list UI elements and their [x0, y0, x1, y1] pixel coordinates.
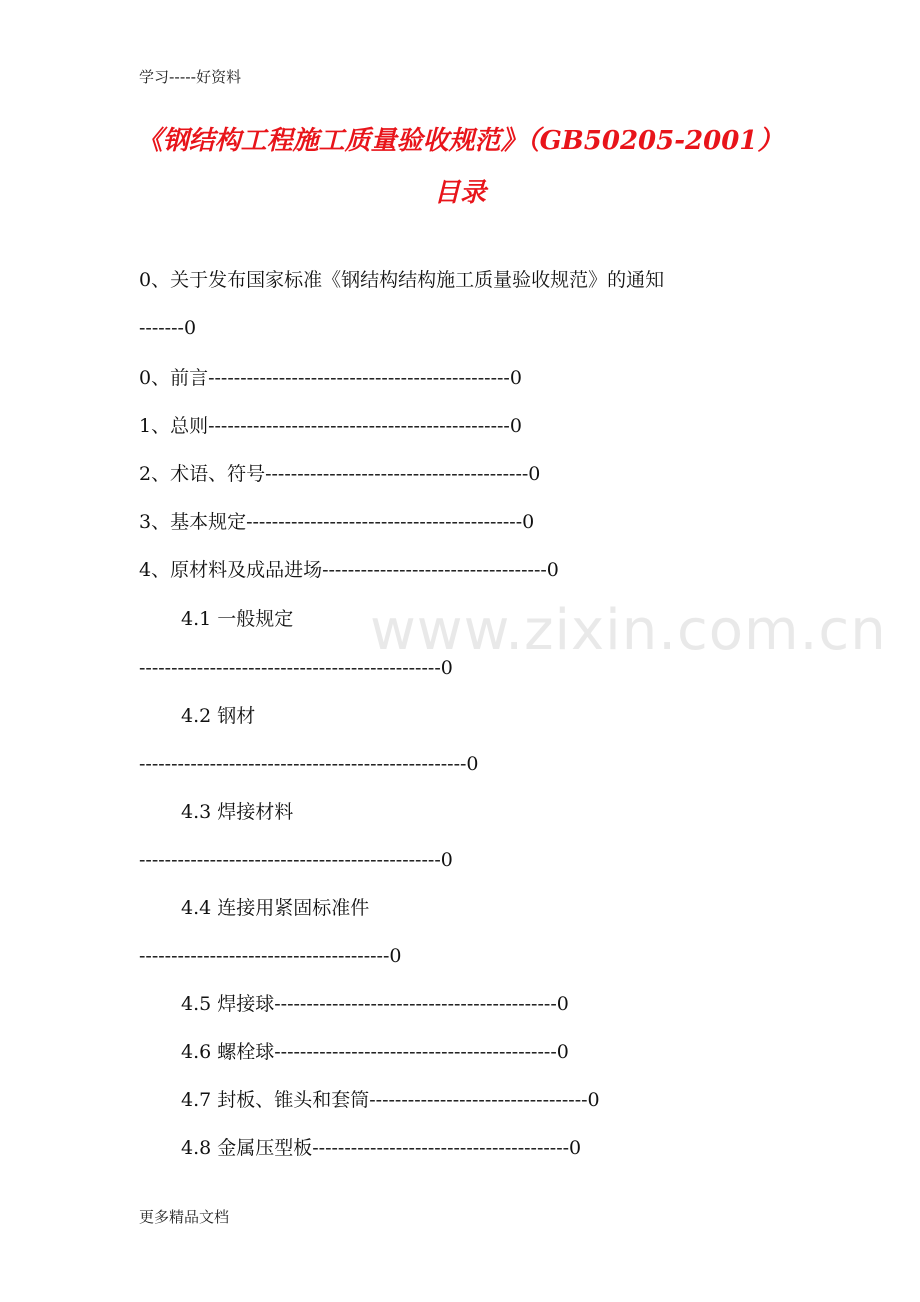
toc-entry-notice[interactable]: 0、关于发布国家标准《钢结构结构施工质量验收规范》的通知: [139, 269, 665, 291]
toc-entry-notice-leader: -------0: [139, 317, 197, 339]
toc-subentry-4-7[interactable]: 4.7 封板、锥头和套筒----------------------------------0: [181, 1089, 600, 1111]
toc-entry-materials[interactable]: 4、原材料及成品进场-----------------------------------0: [139, 559, 559, 581]
toc-subentry-4-8[interactable]: 4.8 金属压型板----------------------------------------0: [181, 1137, 582, 1159]
toc-entry-general[interactable]: 1、总则-----------------------------------------------0: [139, 415, 522, 437]
toc-heading: 目录: [433, 178, 486, 208]
toc-subentry-4-2-leader: ---------------------------------------------------0: [139, 753, 479, 775]
toc-subentry-4-4[interactable]: 4.4 连接用紧固标准件: [181, 897, 370, 919]
toc-subentry-4-2[interactable]: 4.2 钢材: [181, 705, 256, 727]
toc-subentry-4-4-leader: ---------------------------------------0: [139, 945, 402, 967]
header-note: 学习-----好资料: [139, 68, 242, 86]
document-title: 《钢结构工程施工质量验收规范》（GB50205-2001）: [136, 126, 784, 156]
footer-note: 更多精品文档: [139, 1208, 230, 1226]
toc-subentry-4-6[interactable]: 4.6 螺栓球--------------------------------------------0: [181, 1041, 569, 1063]
toc-entry-foreword[interactable]: 0、前言-----------------------------------------------0: [139, 367, 522, 389]
toc-subentry-4-5[interactable]: 4.5 焊接球--------------------------------------------0: [181, 993, 569, 1015]
toc-entry-terms[interactable]: 2、术语、符号-----------------------------------------0: [139, 463, 541, 485]
watermark: www.zixin.com.cn: [370, 598, 887, 663]
toc-subentry-4-3-leader: -----------------------------------------------0: [139, 849, 453, 871]
toc-subentry-4-1-leader: -----------------------------------------------0: [139, 657, 453, 679]
toc-subentry-4-1[interactable]: 4.1 一般规定: [181, 608, 294, 630]
toc-entry-basic-rules[interactable]: 3、基本规定-------------------------------------------0: [139, 511, 535, 533]
toc-subentry-4-3[interactable]: 4.3 焊接材料: [181, 801, 294, 823]
